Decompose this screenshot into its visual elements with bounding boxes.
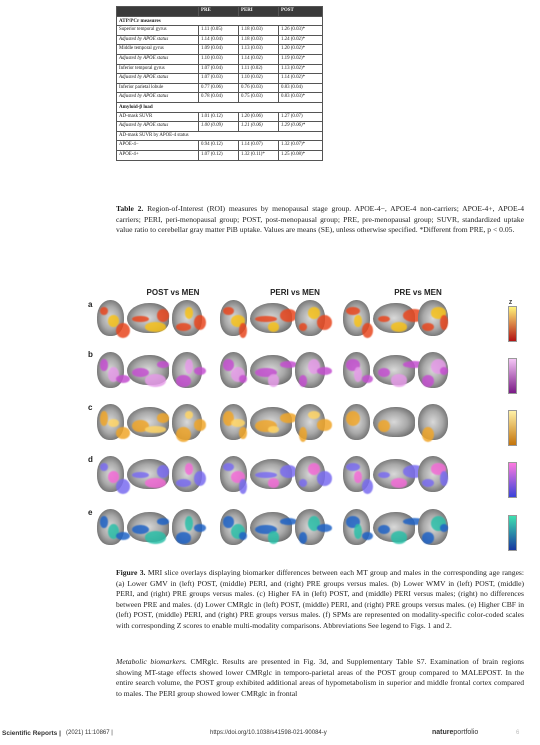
activation-overlay (378, 316, 390, 323)
table-cell-pre: 0.78 (0.04) (199, 93, 239, 103)
activation-overlay (299, 532, 307, 544)
activation-overlay (440, 524, 448, 532)
activation-overlay (299, 323, 307, 331)
mri-slice (220, 456, 247, 492)
mri-slice (373, 355, 415, 385)
mri-slice (220, 509, 247, 545)
table-cell-peri: 1.10 (0.02) (239, 74, 279, 84)
activation-overlay (308, 411, 320, 419)
activation-overlay (362, 479, 373, 494)
activation-overlay (108, 419, 119, 427)
table-cell-post: 1.26 (0.03)* (279, 26, 323, 36)
mri-slice (295, 509, 325, 545)
activation-overlay (132, 472, 149, 479)
activation-overlay (255, 472, 277, 479)
table-header-cell: POST (279, 7, 323, 17)
mri-slice (373, 407, 415, 437)
activation-overlay (194, 419, 206, 431)
mri-slice (295, 404, 325, 440)
activation-overlay (378, 472, 390, 479)
table-cell-post: 1.32 (0.07)* (279, 141, 323, 151)
activation-overlay (132, 316, 149, 323)
activation-overlay (317, 471, 333, 486)
activation-overlay (346, 463, 360, 471)
activation-overlay (422, 375, 434, 387)
row-label-d: d (88, 455, 93, 464)
mri-slice (220, 352, 247, 388)
activation-overlay (157, 518, 169, 525)
footer-doi-link[interactable]: https://doi.org/10.1038/s41598-021-90084-y (210, 730, 327, 736)
mri-slice (97, 509, 124, 545)
activation-overlay (145, 531, 167, 544)
body-paragraph (116, 657, 524, 699)
mri-slice (343, 509, 370, 545)
activation-overlay (194, 524, 206, 532)
activation-overlay (176, 323, 192, 331)
table-row (117, 122, 323, 132)
table-row (117, 35, 323, 45)
table-body (117, 16, 323, 160)
row-label-c: c (88, 403, 93, 412)
table-row-label: Inferior parietal lobule (117, 83, 199, 93)
activation-overlay (422, 323, 434, 331)
publisher-logo (432, 729, 478, 736)
activation-overlay (185, 359, 193, 374)
activation-overlay (185, 411, 193, 419)
mri-slice (172, 404, 202, 440)
table-row-label: Superior temporal gyrus (117, 26, 199, 36)
mri-slice (97, 456, 124, 492)
table-cell-peri: 0.75 (0.03) (239, 93, 279, 103)
activation-overlay (194, 367, 206, 375)
table-row (117, 112, 323, 122)
mri-slice (250, 303, 292, 333)
table-cell-pre: 1.07 (0.04) (199, 64, 239, 74)
table-section-label: Amyloid-β load (117, 102, 323, 112)
mri-slice (220, 300, 247, 336)
table-row (117, 45, 323, 55)
table-cell-pre: 1.00 (0.09) (199, 122, 239, 132)
activation-overlay (145, 478, 167, 488)
activation-overlay (268, 322, 280, 332)
activation-overlay (100, 411, 108, 426)
table-header-cell: PERI (239, 7, 279, 17)
table-cell-post: 1.24 (0.02)* (279, 35, 323, 45)
mri-slice (343, 300, 370, 336)
table-row (117, 16, 323, 26)
activation-overlay (145, 322, 167, 332)
activation-overlay (362, 323, 373, 338)
mri-slice (127, 355, 169, 385)
activation-overlay (362, 532, 373, 540)
activation-overlay (317, 367, 333, 375)
mri-slice (373, 303, 415, 333)
publisher-light: portfolio (453, 729, 479, 736)
activation-overlay (362, 375, 373, 383)
activation-overlay (346, 307, 360, 315)
activation-overlay (422, 532, 434, 544)
activation-overlay (317, 315, 333, 330)
mri-slice (97, 300, 124, 336)
mri-slice (418, 509, 448, 545)
table-header-row (117, 7, 323, 17)
mri-slice (172, 456, 202, 492)
table-row (117, 150, 323, 160)
activation-overlay (223, 307, 234, 315)
activation-overlay (268, 426, 280, 433)
mri-slice (343, 404, 370, 440)
table-row (117, 131, 323, 141)
table-row (117, 83, 323, 93)
figure-caption-text: MRI slice overlays displaying biomarker differences between each MT group and males in the corresponding age ranges: (a) Lower GMV in (left) POST, (middle) PERI, and (right) PRE groups versus males. (b) Lower WMV in (left) POST, (middle) PERI, and (right) PRE groups versus males. (c) Higher FA in (left) POST, and (middle) PERI versus males; (right) no differences between PRE and males. (d) Lower CMRglc in (left) POST, (middle) PERI, and (right) PRE groups versus males. (e) Higher CBF in (left) POST, (middle) PERI, and (right) PRE groups versus males. (f) SPMs are represented on modality-specific color-coded scales with corresponding Z scores to enable multi-modality comparisons. Abbreviations See legend to Figs. 1 and 2. (116, 568, 524, 630)
activation-overlay (391, 478, 408, 488)
z-score-colorbar (508, 358, 517, 394)
activation-overlay (440, 471, 448, 486)
activation-overlay (223, 463, 234, 471)
table-caption (116, 204, 524, 236)
mri-slice (373, 512, 415, 542)
mri-slice (373, 459, 415, 489)
table-header-cell (117, 7, 199, 17)
activation-overlay (176, 479, 192, 487)
mri-slice (127, 459, 169, 489)
activation-overlay (185, 307, 193, 319)
footer-journal: Scientific Reports | (2, 730, 61, 737)
activation-overlay (378, 368, 390, 378)
table-cell-pre: 0.94 (0.12) (199, 141, 239, 151)
table-cell-peri: 1.18 (0.03) (239, 26, 279, 36)
activation-overlay (255, 316, 277, 323)
mri-slice (97, 352, 124, 388)
table-cell-pre: 1.07 (0.03) (199, 74, 239, 84)
table-cell-post: 1.19 (0.02)* (279, 54, 323, 64)
table-cell-post: 1.13 (0.02)* (279, 64, 323, 74)
activation-overlay (422, 479, 434, 487)
mri-slice (343, 352, 370, 388)
activation-overlay (268, 374, 280, 387)
table-cell-post: 0.83 (0.03)* (279, 93, 323, 103)
mri-slice (418, 456, 448, 492)
activation-overlay (239, 375, 247, 383)
table-row (117, 74, 323, 84)
activation-overlay (239, 427, 247, 439)
table-cell-peri: 0.76 (0.03) (239, 83, 279, 93)
table-row (117, 54, 323, 64)
table-cell-peri: 1.21 (0.06) (239, 122, 279, 132)
table-cell-peri: 1.18 (0.03) (239, 35, 279, 45)
activation-overlay (194, 315, 206, 330)
table-cell-pre: 1.14 (0.04) (199, 35, 239, 45)
activation-overlay (268, 531, 280, 544)
activation-overlay (231, 419, 245, 427)
table-cell-peri: 1.13 (0.03) (239, 45, 279, 55)
mri-slice (295, 352, 325, 388)
activation-overlay (354, 524, 362, 539)
mri-slice (418, 300, 448, 336)
row-label-b: b (88, 350, 93, 359)
mri-slice (250, 407, 292, 437)
table-row-label: Adjusted by APOE status (117, 74, 199, 84)
z-score-colorbar (508, 462, 517, 498)
activation-overlay (391, 374, 408, 387)
activation-overlay (378, 525, 390, 535)
table-cell-post: 1.27 (0.07) (279, 112, 323, 122)
table-section-label: AD-mask SUVR by APOE-4 status (117, 131, 323, 141)
activation-overlay (145, 374, 167, 387)
table-cell-pre: 1.07 (0.12) (199, 150, 239, 160)
activation-overlay (100, 516, 108, 528)
activation-overlay (185, 463, 193, 475)
activation-overlay (157, 309, 169, 322)
table-caption-label: Table 2. (116, 204, 144, 213)
row-label-a: a (88, 300, 93, 309)
table-row-label: Adjusted by APOE status (117, 93, 199, 103)
mri-slice (250, 459, 292, 489)
table-cell-pre: 0.77 (0.06) (199, 83, 239, 93)
table-cell-pre: 1.09 (0.04) (199, 45, 239, 55)
activation-overlay (157, 361, 169, 368)
z-score-colorbar (508, 410, 517, 446)
mri-slice (250, 512, 292, 542)
z-score-colorbar (508, 306, 517, 342)
table-cell-peri: 1.11 (0.02) (239, 64, 279, 74)
column-heading-pre: PRE vs MEN (394, 288, 442, 297)
mri-slice (97, 404, 124, 440)
table-cell-post: 1.14 (0.02)* (279, 74, 323, 84)
table-cell-peri: 1.14 (0.02) (239, 54, 279, 64)
activation-overlay (354, 471, 362, 483)
activation-overlay (268, 478, 280, 488)
activation-overlay (422, 427, 434, 442)
z-score-label: Z (509, 300, 513, 306)
activation-overlay (145, 426, 167, 433)
row-label-e: e (88, 508, 93, 517)
activation-overlay (100, 307, 108, 315)
activation-overlay (100, 463, 108, 471)
mri-slice (127, 303, 169, 333)
activation-overlay (346, 411, 360, 426)
activation-overlay (378, 420, 390, 433)
z-score-colorbar (508, 515, 517, 551)
mri-slice (418, 404, 448, 440)
activation-overlay (354, 315, 362, 327)
mri-slice (172, 509, 202, 545)
table-row-label: Adjusted by APOE status (117, 54, 199, 64)
table-cell-post: 0.83 (0.04) (279, 83, 323, 93)
table-row-label: Adjusted by APOE status (117, 122, 199, 132)
activation-overlay (176, 427, 192, 442)
activation-overlay (299, 479, 307, 487)
table-row-label: APOE-4− (117, 141, 199, 151)
table-cell-pre: 1.11 (0.05) (199, 26, 239, 36)
page-footer (0, 727, 540, 741)
activation-overlay (317, 524, 333, 532)
table-section-label: ATP/PCr measures (117, 16, 323, 26)
body-text: CMRglc. Results are presented in Fig. 3d, and Supplementary Table S7. Examination of brain regions showing MT-stage effects showed lower CMRglc in temporo-parietal areas of the POST group compared to MALEPOST. In the entire search volume, the POST group exhibited additional areas of hypometabolism in superior and middle frontal cortex compared to males. The PERI group showed lower CMRglc in frontal (116, 657, 524, 698)
footer-citation: (2021) 11:10867 | (66, 730, 113, 736)
mri-slice (418, 352, 448, 388)
table-cell-post: 1.25 (0.08)* (279, 150, 323, 160)
activation-overlay (354, 367, 362, 382)
table-cell-post: 1.29 (0.06)* (279, 122, 323, 132)
activation-overlay (176, 532, 192, 544)
table-cell-peri: 1.14 (0.07) (239, 141, 279, 151)
activation-overlay (317, 419, 333, 431)
roi-table (116, 6, 323, 161)
table-cell-peri: 1.20 (0.06) (239, 112, 279, 122)
figure-caption (116, 568, 524, 632)
activation-overlay (391, 322, 408, 332)
table-cell-pre: 1.01 (0.12) (199, 112, 239, 122)
activation-overlay (176, 375, 192, 387)
table-cell-post: 1.20 (0.02)* (279, 45, 323, 55)
table-cell-pre: 1.10 (0.03) (199, 54, 239, 64)
mri-slice (127, 407, 169, 437)
activation-overlay (440, 315, 448, 330)
figure-caption-label: Figure 3. (116, 568, 146, 577)
table-row (117, 64, 323, 74)
mri-slice (220, 404, 247, 440)
body-lead: Metabolic biomarkers. (116, 657, 187, 666)
publisher-bold: nature (432, 729, 454, 736)
activation-overlay (239, 479, 247, 494)
activation-overlay (299, 427, 307, 442)
activation-overlay (157, 465, 169, 478)
table-row (117, 26, 323, 36)
table-row (117, 141, 323, 151)
activation-overlay (391, 531, 408, 544)
table-row-label: Middle temporal gyrus (117, 45, 199, 55)
table-header-cell: PRE (199, 7, 239, 17)
mri-slice (172, 352, 202, 388)
column-heading-peri: PERI vs MEN (270, 288, 320, 297)
activation-overlay (440, 367, 448, 375)
table-row-label: Inferior temporal gyrus (117, 64, 199, 74)
table-row-label: AD-mask SUVR (117, 112, 199, 122)
table-row-label: Adjusted by APOE status (117, 35, 199, 45)
activation-overlay (185, 516, 193, 531)
activation-overlay (239, 323, 247, 338)
table-row-label: APOE-4+ (117, 150, 199, 160)
mri-slice (250, 355, 292, 385)
mri-slice (127, 512, 169, 542)
table-row (117, 93, 323, 103)
mri-slice (343, 456, 370, 492)
table-caption-text: Region-of-Interest (ROI) measures by menopausal stage group. APOE-4−, APOE-4 non-carriers; APOE-4+, APOE-4 carriers; PERI, peri-menopausal group; POST, post-menopausal group; PRE, pre-menopausal group; SUVR, standardized uptake value ratio to cerebellar gray matter PiB uptake. Values are means (SE), unless otherwise specified. *Different from PRE, p < 0.05. (116, 204, 525, 235)
activation-overlay (100, 359, 108, 371)
activation-overlay (299, 375, 307, 387)
mri-slice (172, 300, 202, 336)
column-heading-post: POST vs MEN (146, 288, 200, 297)
activation-overlay (239, 532, 247, 540)
activation-overlay (157, 413, 169, 423)
mri-slice (295, 300, 325, 336)
table-row (117, 102, 323, 112)
table-cell-peri: 1.32 (0.11)* (239, 150, 279, 160)
mri-slice (295, 456, 325, 492)
page-number: 6 (516, 730, 520, 736)
activation-overlay (194, 471, 206, 486)
